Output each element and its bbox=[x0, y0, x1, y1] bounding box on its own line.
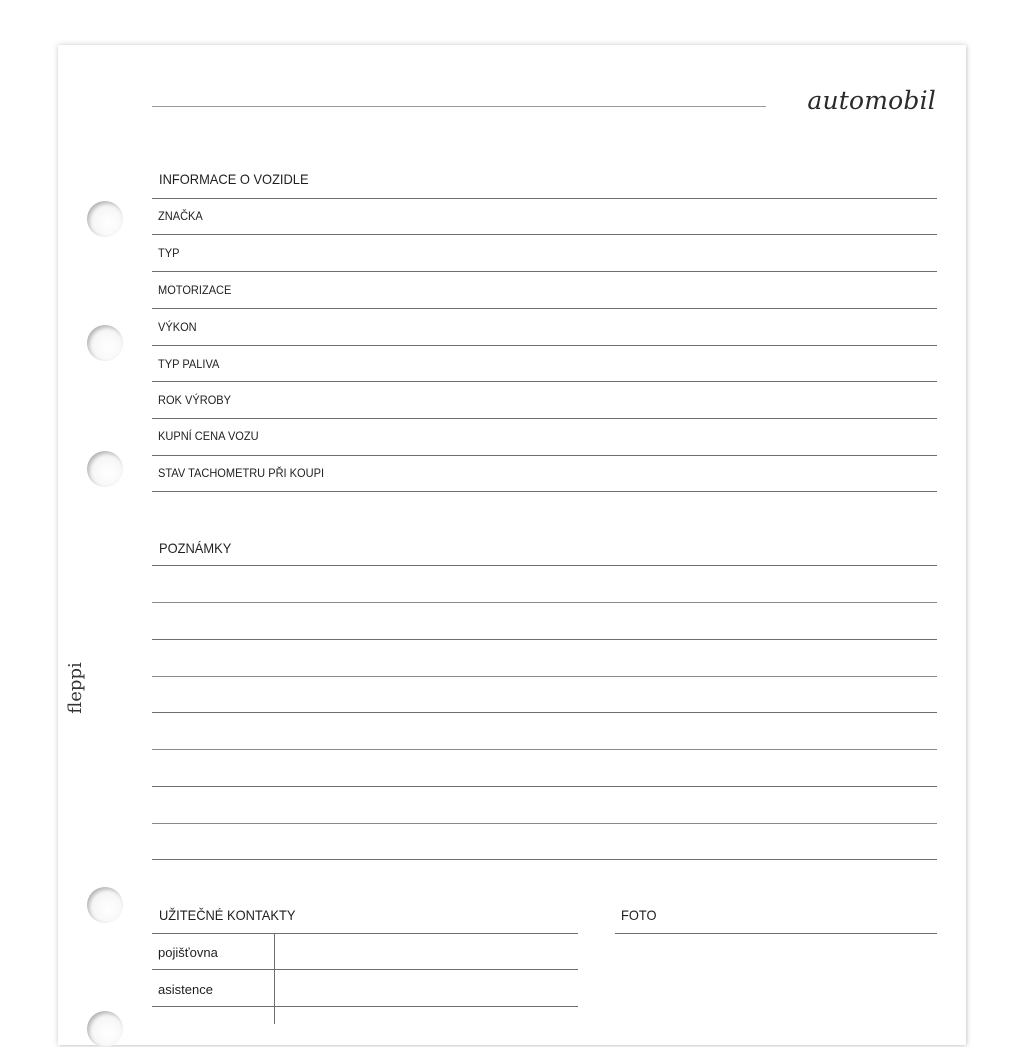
binder-hole bbox=[87, 887, 123, 923]
contact-row-rule[interactable] bbox=[152, 1006, 578, 1007]
page-title: automobil bbox=[807, 86, 936, 115]
title-rule bbox=[152, 106, 766, 107]
vehicle-info-heading: INFORMACE O VOZIDLE bbox=[159, 171, 309, 187]
field-label-purchase-price: KUPNÍ CENA VOZU bbox=[158, 429, 259, 443]
field-rule[interactable] bbox=[152, 418, 937, 419]
field-rule bbox=[152, 198, 937, 199]
contacts-divider bbox=[274, 933, 275, 1024]
brand-logo: fleppi bbox=[65, 662, 86, 714]
notes-line[interactable] bbox=[152, 565, 937, 566]
contact-label-insurance: pojišťovna bbox=[158, 945, 218, 960]
binder-hole bbox=[87, 1011, 123, 1047]
field-label-year: ROK VÝROBY bbox=[158, 393, 232, 407]
field-label-odometer: STAV TACHOMETRU PŘI KOUPI bbox=[158, 466, 325, 480]
binder-hole bbox=[87, 325, 123, 361]
binder-hole bbox=[87, 451, 123, 487]
field-rule[interactable] bbox=[152, 345, 937, 346]
field-label-fuel-type: TYP PALIVA bbox=[158, 357, 220, 371]
field-label-brand: ZNAČKA bbox=[158, 209, 203, 223]
notes-line[interactable] bbox=[152, 859, 937, 860]
field-rule[interactable] bbox=[152, 455, 937, 456]
notes-line[interactable] bbox=[152, 602, 937, 603]
contacts-rule bbox=[152, 933, 578, 934]
notes-line[interactable] bbox=[152, 639, 937, 640]
contact-row-rule[interactable] bbox=[152, 969, 578, 970]
contact-label-assistance: asistence bbox=[158, 982, 213, 997]
field-rule[interactable] bbox=[152, 308, 937, 309]
photo-rule bbox=[615, 933, 937, 934]
field-label-engine: MOTORIZACE bbox=[158, 283, 232, 297]
binder-hole bbox=[87, 201, 123, 237]
notes-line[interactable] bbox=[152, 786, 937, 787]
field-rule[interactable] bbox=[152, 491, 937, 492]
field-rule[interactable] bbox=[152, 271, 937, 272]
field-label-type: TYP bbox=[158, 246, 180, 260]
field-rule[interactable] bbox=[152, 234, 937, 235]
notes-heading: POZNÁMKY bbox=[159, 540, 232, 556]
notes-line[interactable] bbox=[152, 823, 937, 824]
photo-heading: FOTO bbox=[621, 907, 657, 923]
contacts-heading: UŽITEČNÉ KONTAKTY bbox=[159, 907, 296, 923]
notes-line[interactable] bbox=[152, 712, 937, 713]
notes-line[interactable] bbox=[152, 676, 937, 677]
field-label-power: VÝKON bbox=[158, 320, 197, 334]
notes-line[interactable] bbox=[152, 749, 937, 750]
field-rule[interactable] bbox=[152, 381, 937, 382]
